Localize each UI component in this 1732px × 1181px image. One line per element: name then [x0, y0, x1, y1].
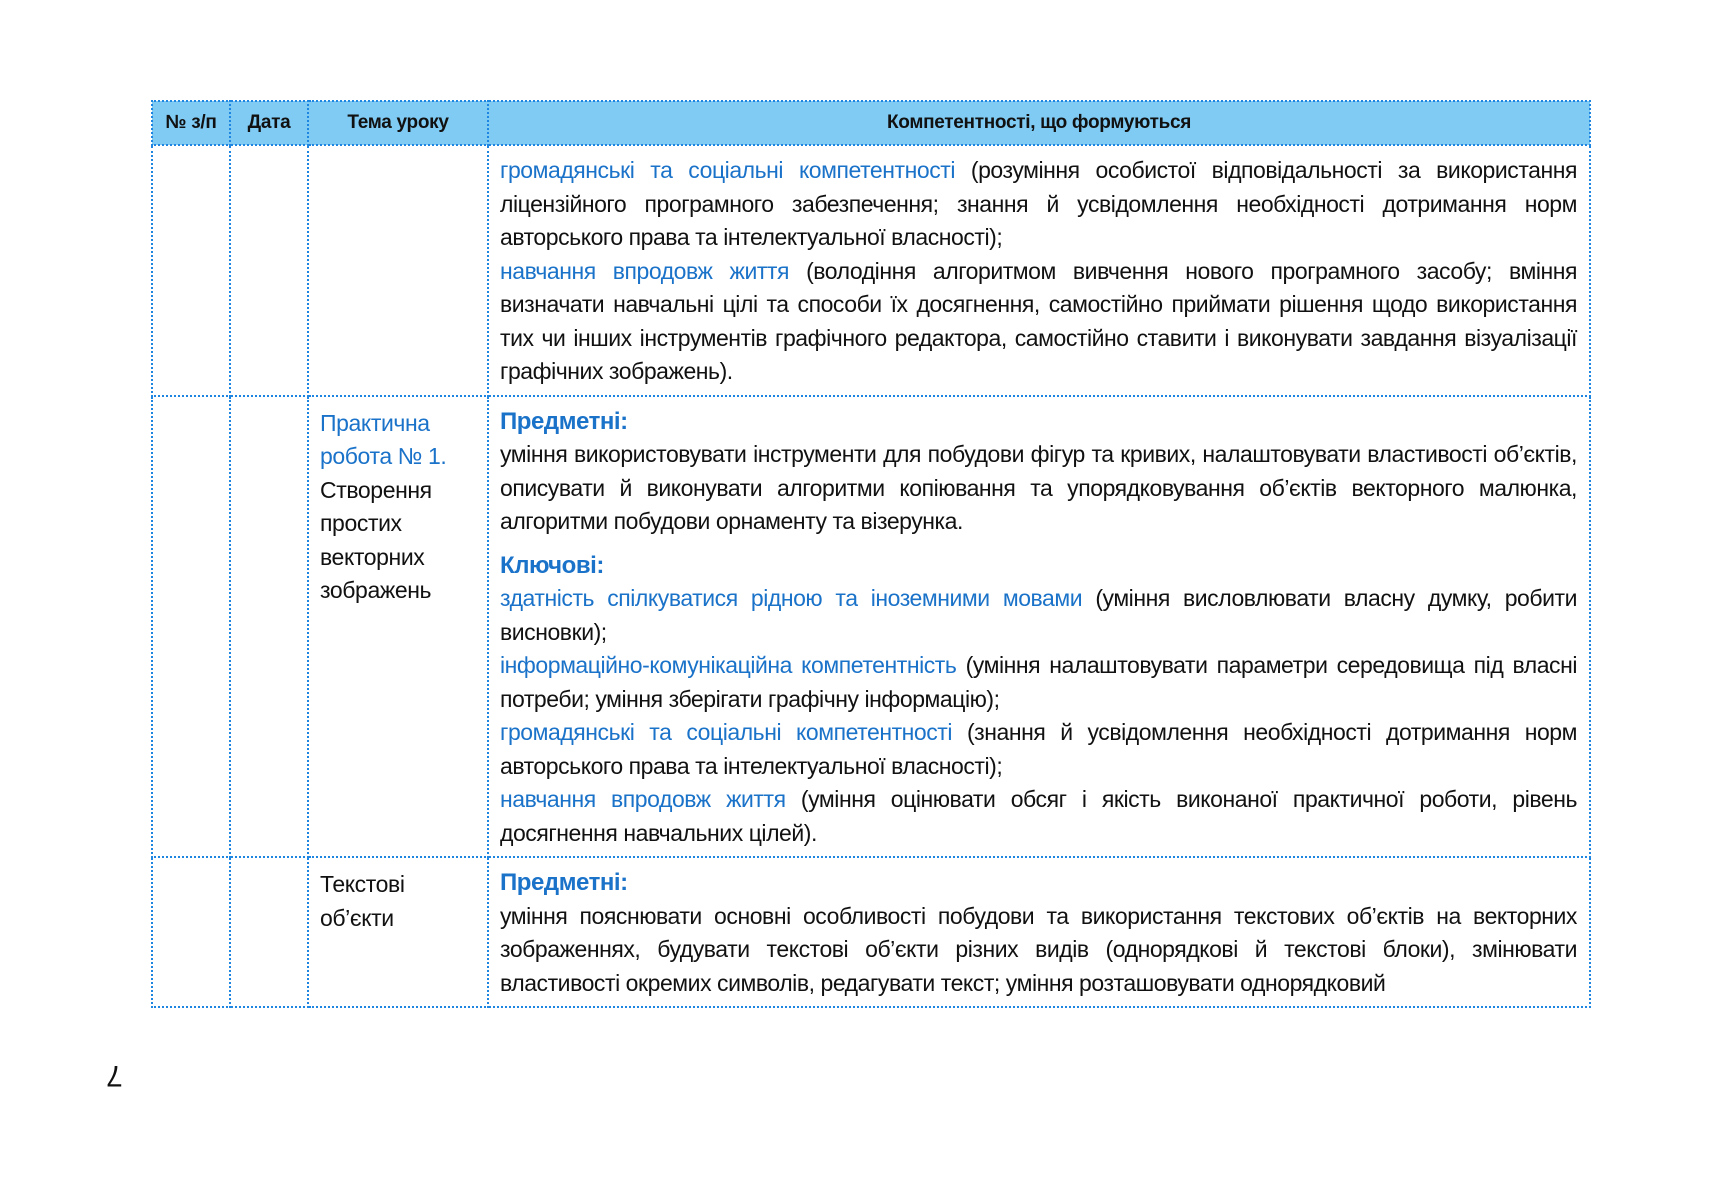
competency-paragraph [500, 255, 1577, 389]
competency-description: (уміння налаштовувати параметри середовища під власні потреби; уміння зберігати графічну інформацію); [500, 652, 1577, 712]
key-heading: Ключові: [500, 551, 604, 579]
competencies-cell [488, 857, 1590, 1007]
competency-description: (уміння оцінювати обсяг і якість виконаної практичної роботи, рівень досягнення навчальних цілей). [500, 786, 1577, 846]
number-cell [152, 396, 230, 858]
page-number: 7 [106, 1059, 123, 1092]
competency-name: інформаційно-комунікаційна компетентність [500, 652, 957, 678]
competency-name: громадянські та соціальні компетентності [500, 719, 953, 745]
competency-description: (знання й усвідомлення необхідності дотримання норм авторського права та інтелектуальної власності); [500, 719, 1578, 779]
date-cell [230, 857, 308, 1007]
subject-heading: Предметні: [500, 407, 628, 435]
competency-paragraph [500, 716, 1577, 783]
subject-heading: Предметні: [500, 869, 628, 896]
header-date: Дата [230, 101, 308, 145]
number-cell [152, 857, 230, 1007]
competency-name: громадянські та соціальні компетентності [500, 157, 955, 183]
competency-description: (володіння алгоритмом вивчення нового програмного засобу; вміння визначати навчальні цілі та способи їх досягнення, самостійно приймати рішення щодо використання тих чи інших інструментів графічного редактора, самостійно ставити і виконувати завдання візуалізації графічних зображень). [500, 257, 1577, 384]
table-row [152, 396, 1590, 858]
competency-name: навчання впродовж життя [500, 786, 786, 812]
lesson-plan-table [151, 100, 1591, 1008]
date-cell [230, 145, 308, 396]
competency-paragraph [500, 154, 1577, 255]
header-topic: Тема уроку [308, 101, 488, 145]
competency-paragraph [500, 783, 1577, 850]
competency-paragraph [500, 582, 1577, 649]
competencies-cell [488, 145, 1590, 396]
competency-name: здатність спілкуватися рідною та іноземними мовами [500, 585, 1083, 611]
competencies-cell [488, 396, 1590, 858]
table-row [152, 145, 1590, 396]
topic-cell [308, 145, 488, 396]
topic-cell [308, 396, 488, 858]
topic-title: Створення простих векторних зображень [320, 476, 432, 603]
header-number: № з/п [152, 101, 230, 145]
competency-description: (розуміння особистої відповідальності за використання ліцензійного програмного забезпечення; знання й усвідомлення необхідності дотримання норм авторського права та інтелектуальної власності); [500, 157, 1578, 250]
table-row [152, 857, 1590, 1007]
date-cell [230, 396, 308, 858]
competency-name: навчання впродовж життя [500, 257, 790, 284]
competency-paragraph [500, 649, 1577, 716]
subject-text: уміння використовувати інструменти для побудови фігур та кривих, налаштовувати властивості об’єктів, описувати й виконувати алгоритми копіювання та упорядковування об’єктів векторного малюнка, алгоритми побудови орнаменту та візерунка. [500, 441, 1577, 534]
number-cell [152, 145, 230, 396]
table-header-row [152, 101, 1590, 145]
topic-title: Текстові об’єкти [320, 871, 405, 931]
topic-practical-label: Практична робота № 1. [320, 409, 447, 469]
header-competencies: Компетентності, що формуються [488, 101, 1590, 145]
competency-description: (уміння висловлювати власну думку, робити висновки); [500, 585, 1577, 645]
topic-cell [308, 857, 488, 1007]
subject-text: уміння пояснювати основні особливості побудови та використання текстових об’єктів на векторних зображеннях, будувати текстові об’єкти різних видів (однорядкові й текстові блоки), змінювати властивості окремих символів, редагувати текст; уміння розташовувати однорядковий [500, 902, 1577, 996]
